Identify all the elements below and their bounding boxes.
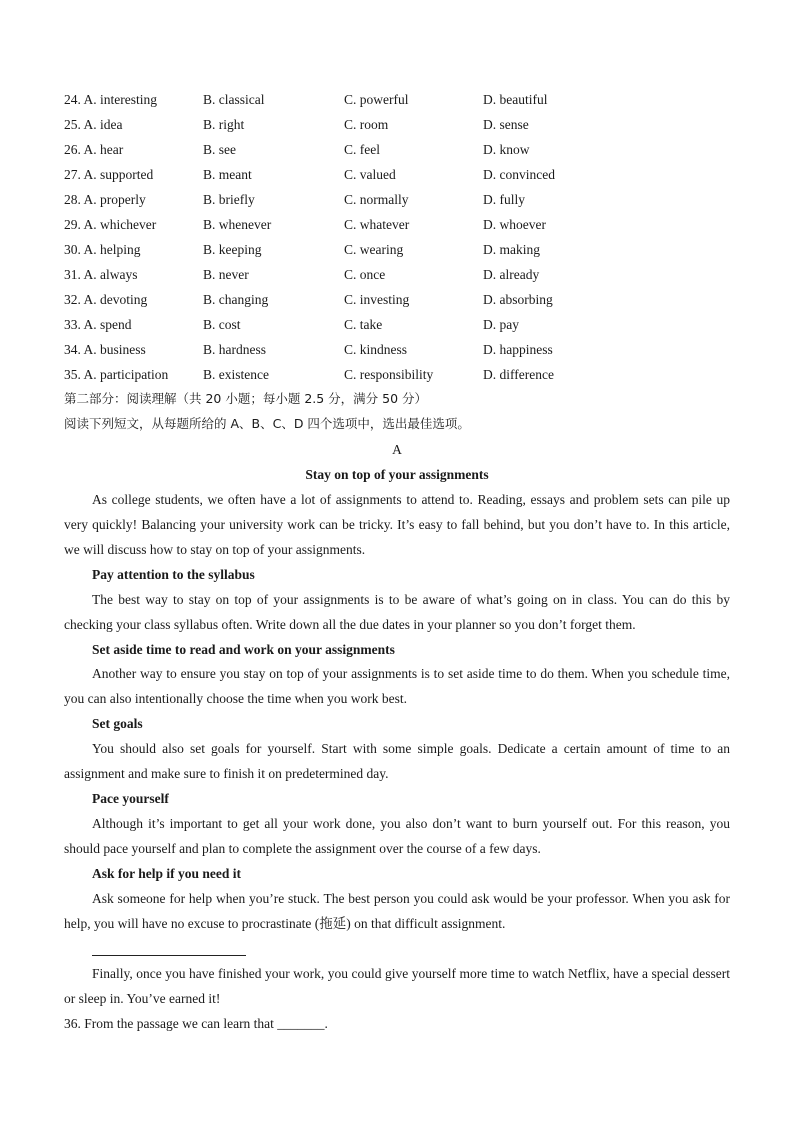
option-d: D. beautiful: [483, 92, 548, 107]
option-b: B. existence: [203, 367, 269, 382]
option-d: D. know: [483, 142, 530, 157]
option-c: C. take: [344, 317, 383, 332]
option-a: 27. A. supported: [64, 167, 154, 182]
option-a: 34. A. business: [64, 342, 146, 357]
option-b: B. see: [203, 142, 236, 157]
option-b: B. briefly: [203, 192, 255, 207]
option-b: B. never: [203, 267, 249, 282]
blank-line: [92, 955, 246, 956]
option-b: B. whenever: [203, 217, 272, 232]
section-paragraph: The best way to stay on top of your assignments is to be aware of what’s going on in class. You can do this by checking your class syllabus often. Write down all the due dates in your planner so you don’t forget them.: [64, 592, 730, 632]
option-d: D. difference: [483, 367, 554, 382]
option-a: 26. A. hear: [64, 142, 124, 157]
section-title: 第二部分：阅读理解（共 20 小题；每小题 2.5 分，满分 50 分）: [64, 391, 428, 406]
option-c: C. feel: [344, 142, 380, 157]
option-d: D. absorbing: [483, 292, 553, 307]
section-paragraph: Although it’s important to get all your work done, you also don’t want to burn yourself out. For this reason, you should pace yourself and plan to complete the assignment over the course of a few days.: [64, 816, 730, 856]
option-d: D. pay: [483, 317, 519, 332]
section-heading: Set goals: [92, 716, 143, 731]
option-c: C. kindness: [344, 342, 408, 357]
option-c: C. whatever: [344, 217, 410, 232]
passage-label: A: [392, 442, 402, 457]
section-paragraph: Ask someone for help when you’re stuck. The best person you could ask would be your professor. When you ask for help, you will have no excuse to procrastinate (拖延) on that difficult assignment.: [64, 891, 730, 931]
option-b: B. right: [203, 117, 245, 132]
option-d: D. sense: [483, 117, 529, 132]
section-heading: Set aside time to read and work on your assignments: [92, 642, 395, 657]
section-instruction: 阅读下列短文，从每题所给的 A、B、C、D 四个选项中，选出最佳选项。: [64, 416, 470, 431]
option-a: 25. A. idea: [64, 117, 123, 132]
option-c: C. investing: [344, 292, 410, 307]
section-paragraph: Another way to ensure you stay on top of your assignments is to set aside time to do them. When you schedule time, you can also intentionally choose the time when you work best.: [64, 666, 730, 706]
option-b: B. classical: [203, 92, 265, 107]
option-a: 33. A. spend: [64, 317, 132, 332]
option-a: 31. A. always: [64, 267, 138, 282]
option-b: B. keeping: [203, 242, 262, 257]
passage-title: Stay on top of your assignments: [305, 467, 489, 482]
section-paragraph: You should also set goals for yourself. Start with some simple goals. Dedicate a certain amount of time to an assignment and make sure to finish it on predetermined day.: [64, 741, 730, 781]
option-c: C. room: [344, 117, 389, 132]
option-b: B. changing: [203, 292, 269, 307]
option-d: D. happiness: [483, 342, 553, 357]
option-d: D. fully: [483, 192, 525, 207]
closing-paragraph: Finally, once you have finished your work, you could give yourself more time to watch Netflix, have a special dessert or sleep in. You’ve earned it!: [64, 966, 730, 1006]
option-c: C. once: [344, 267, 386, 282]
option-a: 30. A. helping: [64, 242, 141, 257]
option-d: D. making: [483, 242, 540, 257]
intro-paragraph: As college students, we often have a lot of assignments to attend to. Reading, essays and problem sets can pile up very quickly! Balancing your university work can be tricky. It’s easy to fall behind, but you don’t have to. In this article, we will discuss how to stay on top of your assignments.: [64, 492, 730, 557]
option-c: C. valued: [344, 167, 396, 182]
option-c: C. powerful: [344, 92, 409, 107]
section-heading: Ask for help if you need it: [92, 866, 242, 881]
option-b: B. cost: [203, 317, 241, 332]
section-heading: Pay attention to the syllabus: [92, 567, 255, 582]
option-c: C. wearing: [344, 242, 404, 257]
option-a: 29. A. whichever: [64, 217, 157, 232]
section-heading: Pace yourself: [92, 791, 169, 806]
option-d: D. convinced: [483, 167, 555, 182]
option-b: B. hardness: [203, 342, 266, 357]
option-c: C. normally: [344, 192, 409, 207]
option-a: 28. A. properly: [64, 192, 146, 207]
option-a: 35. A. participation: [64, 367, 169, 382]
option-a: 24. A. interesting: [64, 92, 157, 107]
option-d: D. whoever: [483, 217, 546, 232]
option-c: C. responsibility: [344, 367, 434, 382]
option-a: 32. A. devoting: [64, 292, 148, 307]
option-d: D. already: [483, 267, 540, 282]
option-b: B. meant: [203, 167, 252, 182]
question-36: 36. From the passage we can learn that _______.: [64, 1016, 328, 1031]
